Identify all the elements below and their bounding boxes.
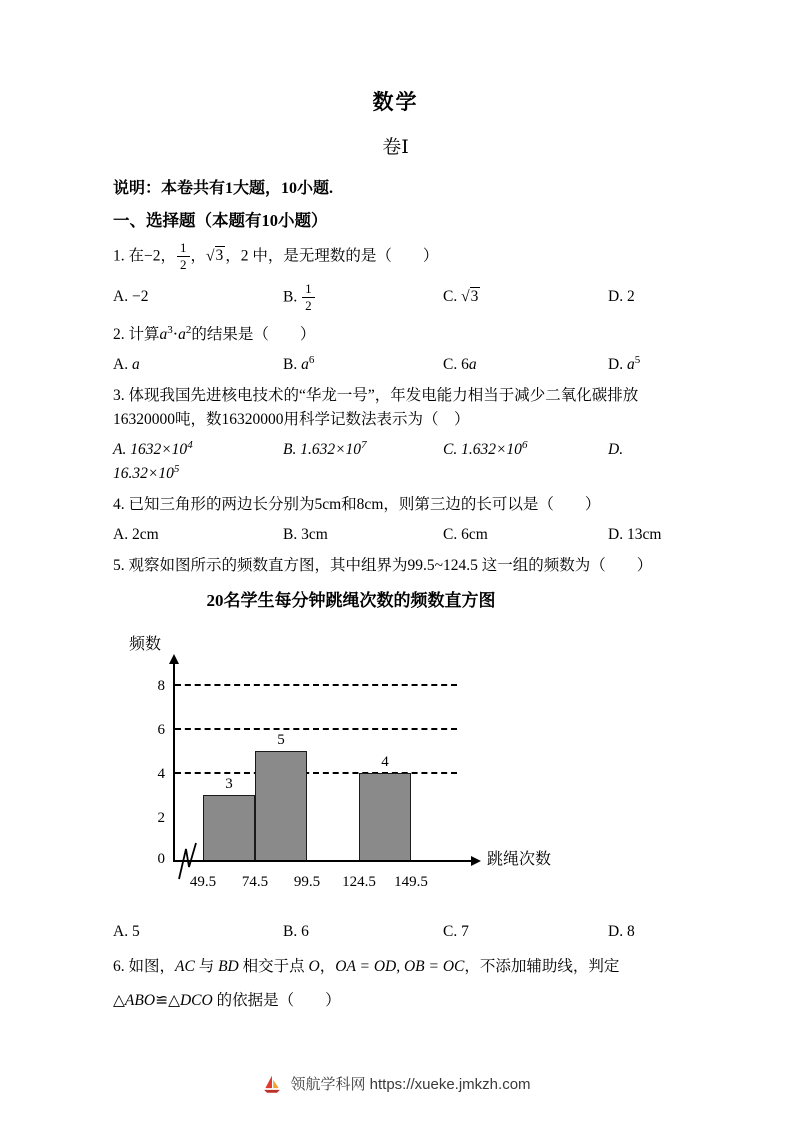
bar-49.5-74.5 <box>203 795 255 861</box>
q2-var-a2: a <box>178 326 186 344</box>
question-3-options <box>113 441 678 459</box>
q2-exp2: 2 <box>185 324 192 337</box>
option-var: a <box>468 356 477 374</box>
q1-neg-two: −2， <box>144 247 177 265</box>
option-exponent: 6 <box>521 439 528 452</box>
option-letter: B. <box>283 356 302 374</box>
gridline-8 <box>175 684 457 686</box>
gridline-6 <box>175 728 457 730</box>
q3-option-d-letter <box>608 441 623 459</box>
x-axis-arrow-icon <box>471 856 481 866</box>
q2-var-a1: a <box>159 326 168 344</box>
q6-equalities: OA = OD, OB = OC <box>335 958 465 976</box>
q2-option-c <box>443 356 608 374</box>
question-6-line2 <box>113 989 678 1013</box>
y-tick-label: 0 <box>157 851 165 868</box>
q6-text: ， <box>319 958 336 976</box>
chart-title: 20名学生每分钟跳绳次数的频数直方图 <box>206 591 496 611</box>
option-letter: C. <box>443 356 462 374</box>
option-letter: C. <box>443 288 462 306</box>
xueke-logo-icon <box>262 1074 282 1094</box>
x-tick-label: 149.5 <box>394 874 428 891</box>
option-letter: A. <box>113 441 131 459</box>
question-5-options <box>113 923 678 941</box>
option-base: 1632×10 <box>130 441 188 459</box>
bar-74.5-99.5 <box>255 751 307 861</box>
congruent-symbol: ≌ <box>155 992 169 1010</box>
q2-option-b <box>283 356 443 374</box>
x-tick-label: 74.5 <box>241 874 269 891</box>
q6-point-o: O <box>308 958 320 976</box>
question-1 <box>113 241 678 273</box>
triangle-symbol: △ <box>113 992 125 1010</box>
question-2 <box>113 323 678 347</box>
option-coef: 6 <box>461 356 469 374</box>
question-4: 4. 已知三角形的两边长分别为5cm和8cm，则第三边的长可以是（ ） <box>113 496 601 514</box>
question-4-options <box>113 526 678 544</box>
q3-option-b <box>283 441 443 459</box>
section-heading: 一、选择题（本题有10小题） <box>113 211 328 230</box>
question-1-options <box>113 282 678 314</box>
q2-dot-operator: ⋅ <box>172 326 179 344</box>
q4-option-d: D. 13cm <box>608 526 662 544</box>
q5-option-b: B. 6 <box>283 923 309 941</box>
q1-fraction-numerator: 1 <box>177 241 190 257</box>
fraction-numerator: 1 <box>302 282 315 298</box>
q2-text-pre: 2. 计算 <box>113 326 160 344</box>
option-letter: D. <box>608 288 627 306</box>
bar-124.5-149.5 <box>359 773 411 861</box>
q1-sqrt <box>206 246 225 264</box>
q2-text-post: 的结果是（ ） <box>191 326 316 344</box>
x-tick-label: 124.5 <box>342 874 376 891</box>
q6-triangle-abo: ABO <box>124 992 156 1010</box>
chart-plot-area <box>113 615 583 907</box>
y-axis <box>173 662 175 862</box>
gridline-4 <box>175 772 457 774</box>
q2-option-d <box>608 356 640 374</box>
option-letter: B. <box>283 441 301 459</box>
option-exponent: 7 <box>361 439 367 452</box>
bar-value-label: 4 <box>381 754 389 771</box>
q4-option-a: A. 2cm <box>113 526 159 544</box>
option-base: a <box>626 356 635 374</box>
option-exponent: 6 <box>308 354 315 367</box>
x-tick-label: 49.5 <box>189 874 217 891</box>
option-base: 1.632×10 <box>461 441 522 459</box>
volume-heading: 卷Ⅰ <box>382 137 409 158</box>
q3-option-c <box>443 441 608 459</box>
q6-triangle-dco: DCO <box>179 992 213 1010</box>
q1-option-c <box>443 288 608 306</box>
y-tick-label: 8 <box>157 678 165 695</box>
question-5: 5. 观察如图所示的频数直方图，其中组界为99.5~124.5 这一组的频数为（ ） <box>113 557 653 575</box>
sqrt-radicand: 3 <box>470 288 479 306</box>
option-base: a <box>301 356 309 374</box>
x-axis <box>173 860 473 862</box>
option-exponent: 5 <box>634 354 641 367</box>
q5-option-d: D. 8 <box>608 923 635 941</box>
q5-option-a: A. 5 <box>113 923 140 941</box>
option-letter: A. <box>113 356 132 374</box>
q6-seg-ac: AC <box>175 958 195 976</box>
q1-text-pre: 1. 在 <box>113 247 145 265</box>
q6-text: ，不添加辅助线，判定 <box>464 958 620 976</box>
option-exponent: 5 <box>173 463 180 476</box>
q5-histogram <box>113 586 583 907</box>
bar-value-label: 5 <box>277 732 285 749</box>
radical-sign-icon: √ <box>461 288 470 306</box>
q2-exp1: 3 <box>167 324 173 337</box>
radical-sign-icon: √ <box>206 247 215 265</box>
q4-option-c: C. 6cm <box>443 526 488 544</box>
y-tick-label: 6 <box>157 722 165 739</box>
q6-text-pre: 6. 如图， <box>113 958 176 976</box>
q1-sqrt-radicand: 3 <box>215 247 224 265</box>
q2-option-a <box>113 356 283 374</box>
q1-text-post: ，2 中，是无理数的是（ ） <box>225 247 439 265</box>
q1-comma: ， <box>190 247 207 265</box>
option-letter: C. <box>443 441 462 459</box>
option-base: 16.32×10 <box>113 465 174 483</box>
q3-option-d-value <box>113 465 678 483</box>
option-value: a <box>131 356 140 374</box>
option-base: 1.632×10 <box>300 441 362 459</box>
option-letter: D. <box>608 441 624 459</box>
question-2-options <box>113 356 678 374</box>
exam-title: 数学 <box>372 90 419 114</box>
q4-option-b: B. 3cm <box>283 526 328 544</box>
bar-value-label: 3 <box>225 776 233 793</box>
option-letter: D. <box>608 356 627 374</box>
q1-option-a <box>113 288 283 306</box>
q1-fraction-denominator: 2 <box>180 257 187 273</box>
q1-option-b-fraction <box>302 282 315 314</box>
question-6 <box>113 955 678 979</box>
y-tick-label: 2 <box>157 810 165 827</box>
q6-text: 与 <box>194 958 219 976</box>
q3-option-a <box>113 441 283 459</box>
q1-option-c-sqrt <box>461 287 480 305</box>
exam-note: 说明：本卷共有1大题，10小题. <box>113 180 334 197</box>
question-3: 3. 体现我国先进核电技术的“华龙一号”，年发电能力相当于减少二氧化碳排放16320000吨，数16320000用科学记数法表示为（ ） <box>113 387 639 429</box>
option-value: 2 <box>626 288 635 306</box>
q1-option-b <box>283 282 443 314</box>
option-exponent: 4 <box>187 439 193 452</box>
y-tick-label: 4 <box>157 766 165 783</box>
option-letter: A. <box>113 288 132 306</box>
q6-text: 相交于点 <box>238 958 309 976</box>
option-value: −2 <box>131 288 149 306</box>
q5-option-c: C. 7 <box>443 923 469 941</box>
fraction-denominator: 2 <box>305 297 312 313</box>
x-tick-label: 99.5 <box>293 874 321 891</box>
footer-text: 领航学科网 https://xueke.jmkzh.com <box>290 1076 531 1093</box>
q6-seg-bd: BD <box>218 958 239 976</box>
y-axis-label: 频数 <box>129 636 162 654</box>
q6-text-post: 的依据是（ ） <box>212 992 341 1010</box>
option-letter: B. <box>283 287 302 305</box>
q1-option-d <box>608 288 635 306</box>
triangle-symbol: △ <box>168 992 180 1010</box>
x-axis-label: 跳绳次数 <box>487 851 552 869</box>
y-axis-arrow-icon <box>169 654 179 664</box>
footer <box>0 1073 793 1094</box>
q1-fraction <box>177 241 190 273</box>
